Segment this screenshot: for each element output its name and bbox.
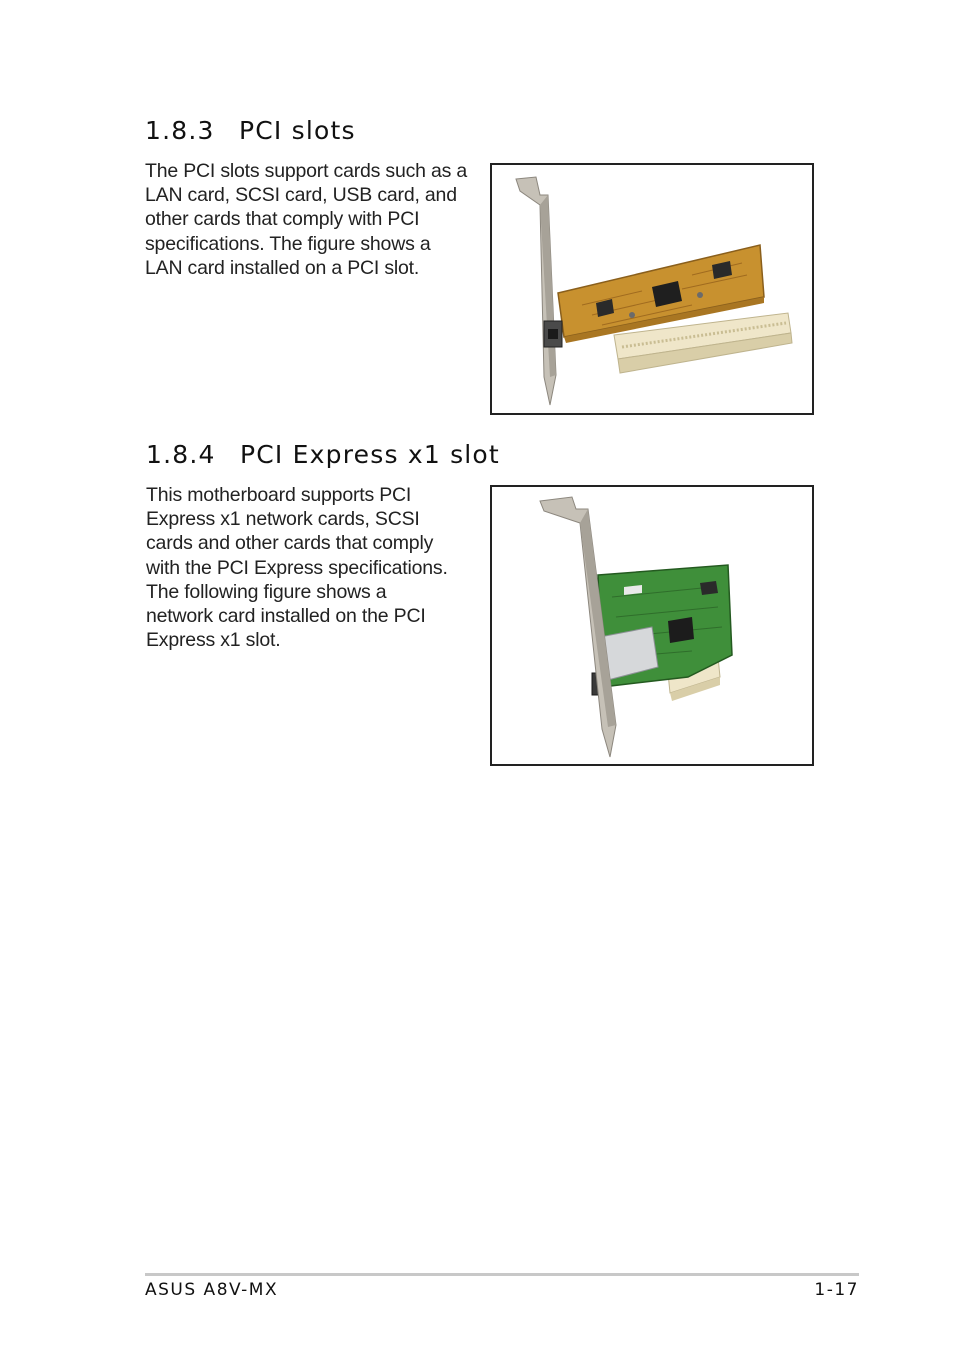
rj45-opening	[548, 329, 558, 339]
text-line: LAN card installed on a PCI slot.	[145, 256, 420, 279]
section-title: PCI Express x1 slot	[240, 440, 500, 469]
pci-capacitor	[629, 312, 635, 318]
section-heading-pci-express-x1-slot	[146, 440, 500, 470]
footer-divider	[145, 1273, 859, 1276]
pci-lan-card-figure	[490, 163, 814, 415]
text-line: Express x1 slot.	[146, 629, 281, 652]
pci-slots-description	[145, 159, 485, 280]
footer-page-number: 1-17	[814, 1280, 859, 1300]
pci-capacitor	[697, 292, 703, 298]
pcie-controller-chip	[668, 617, 694, 643]
section-number: 1.8.3	[145, 116, 215, 145]
pci-express-card-illustration	[492, 487, 812, 764]
text-line: LAN card, SCSI card, USB card, and	[145, 184, 457, 207]
text-line: network card installed on the PCI	[146, 605, 426, 628]
footer-model-name: ASUS A8V-MX	[145, 1280, 279, 1300]
section-number: 1.8.4	[146, 440, 216, 469]
pcie-eeprom-chip	[700, 581, 718, 595]
text-line: specifications. The figure shows a	[145, 232, 431, 255]
text-line: This motherboard supports PCI	[146, 484, 412, 506]
text-line: The following figure shows a	[146, 580, 387, 603]
text-line: with the PCI Express specifications.	[146, 556, 448, 579]
text-line: The PCI slots support cards such as a	[145, 160, 468, 182]
pci-express-network-card-figure	[490, 485, 814, 766]
section-title: PCI slots	[239, 116, 356, 145]
text-line: other cards that comply with PCI	[145, 208, 420, 231]
section-heading-pci-slots	[145, 116, 356, 146]
text-line: Express x1 network cards, SCSI	[146, 508, 420, 531]
pci-express-description	[146, 483, 476, 652]
text-line: cards and other cards that comply	[146, 532, 434, 555]
pci-lan-card-illustration	[492, 165, 812, 413]
